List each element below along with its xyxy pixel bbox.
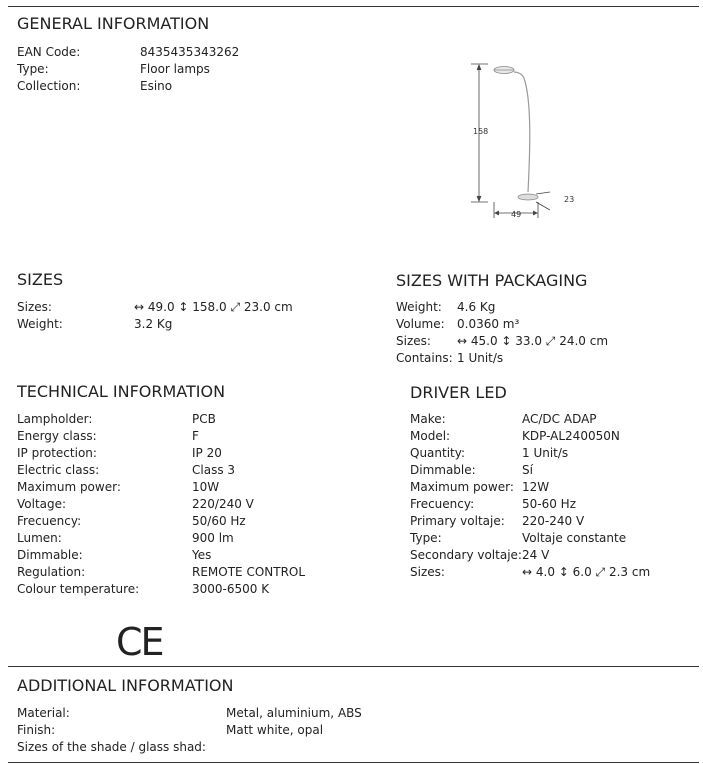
row-value: 24 V — [522, 548, 550, 562]
additional-rule — [8, 666, 699, 667]
row-value: Voltaje constante — [522, 531, 627, 545]
row-label: EAN Code: — [17, 45, 81, 59]
row-label: Primary voltaje: — [410, 514, 505, 528]
additional-heading: ADDITIONAL INFORMATION — [17, 676, 234, 695]
row-value: PCB — [192, 412, 216, 426]
row-value: Esino — [140, 79, 173, 93]
row-label: Sizes: — [17, 300, 52, 314]
height-label: 158 — [473, 127, 489, 136]
row-label: Model: — [410, 429, 451, 443]
row-value: Floor lamps — [140, 62, 210, 76]
depth-label: 23 — [564, 195, 575, 204]
row-value: 50-60 Hz — [522, 497, 577, 511]
row-value: ↔ 45.0 ↕ 33.0 ⤢ 24.0 cm — [457, 334, 609, 348]
row-label: Regulation: — [17, 565, 86, 579]
row-value: Sí — [522, 463, 533, 477]
row-label: Colour temperature: — [17, 582, 140, 596]
row-value: KDP-AL240050N — [522, 429, 620, 443]
row-value: 3000-6500 K — [192, 582, 270, 596]
row-label: Frecuency: — [410, 497, 475, 511]
row-value: REMOTE CONTROL — [192, 565, 306, 579]
general-heading: GENERAL INFORMATION — [17, 14, 210, 33]
row-value: ↔ 4.0 ↕ 6.0 ⤢ 2.3 cm — [522, 565, 651, 579]
row-value: 8435435343262 — [140, 45, 240, 59]
row-value: F — [192, 429, 199, 443]
row-label: Sizes: — [396, 334, 431, 348]
row-value: AC/DC ADAP — [522, 412, 597, 426]
row-value: 1 Unit/s — [457, 351, 504, 365]
sizes-heading: SIZES — [17, 270, 64, 289]
row-label: Secondary voltaje: — [410, 548, 522, 562]
row-label: Electric class: — [17, 463, 100, 477]
bottom-rule — [8, 762, 699, 763]
row-value: 50/60 Hz — [192, 514, 246, 528]
row-label: Material: — [17, 706, 70, 720]
row-label: Dimmable: — [410, 463, 476, 477]
row-label: Weight: — [396, 300, 442, 314]
row-label: Quantity: — [410, 446, 466, 460]
width-label: 49 — [511, 210, 522, 219]
row-label: Maximum power: — [410, 480, 514, 494]
row-label: Dimmable: — [17, 548, 83, 562]
row-value: 3.2 Kg — [134, 317, 173, 331]
row-label: Contains: — [396, 351, 453, 365]
row-label: Lampholder: — [17, 412, 93, 426]
row-label: Volume: — [396, 317, 445, 331]
row-value: 0.0360 m³ — [457, 317, 520, 331]
lamp-dimension-drawing — [466, 52, 584, 224]
row-value: ↔ 49.0 ↕ 158.0 ⤢ 23.0 cm — [134, 300, 293, 314]
packaging-heading: SIZES WITH PACKAGING — [396, 271, 588, 290]
row-label: Weight: — [17, 317, 63, 331]
ce-mark: CE — [116, 620, 163, 664]
row-value: 1 Unit/s — [522, 446, 569, 460]
row-label: Finish: — [17, 723, 56, 737]
row-label: Make: — [410, 412, 446, 426]
row-label: Sizes: — [410, 565, 445, 579]
row-label: Energy class: — [17, 429, 97, 443]
row-value: 12W — [522, 480, 550, 494]
row-label: Frecuency: — [17, 514, 82, 528]
row-label: Voltage: — [17, 497, 67, 511]
row-label: Maximum power: — [17, 480, 121, 494]
row-label: Lumen: — [17, 531, 62, 545]
row-value: Class 3 — [192, 463, 236, 477]
technical-heading: TECHNICAL INFORMATION — [17, 382, 226, 401]
row-label: Sizes of the shade / glass shad: — [17, 740, 206, 754]
row-label: Collection: — [17, 79, 81, 93]
row-value: 220/240 V — [192, 497, 254, 511]
driver-heading: DRIVER LED — [410, 383, 507, 402]
top-rule — [8, 6, 699, 7]
row-value: 220-240 V — [522, 514, 585, 528]
row-value: Matt white, opal — [226, 723, 324, 737]
row-value: Yes — [192, 548, 212, 562]
row-value: IP 20 — [192, 446, 222, 460]
row-value: Metal, aluminium, ABS — [226, 706, 362, 720]
row-value: 900 lm — [192, 531, 234, 545]
row-label: Type: — [17, 62, 49, 76]
row-label: IP protection: — [17, 446, 97, 460]
row-label: Type: — [410, 531, 442, 545]
row-value: 4.6 Kg — [457, 300, 496, 314]
row-value: 10W — [192, 480, 220, 494]
